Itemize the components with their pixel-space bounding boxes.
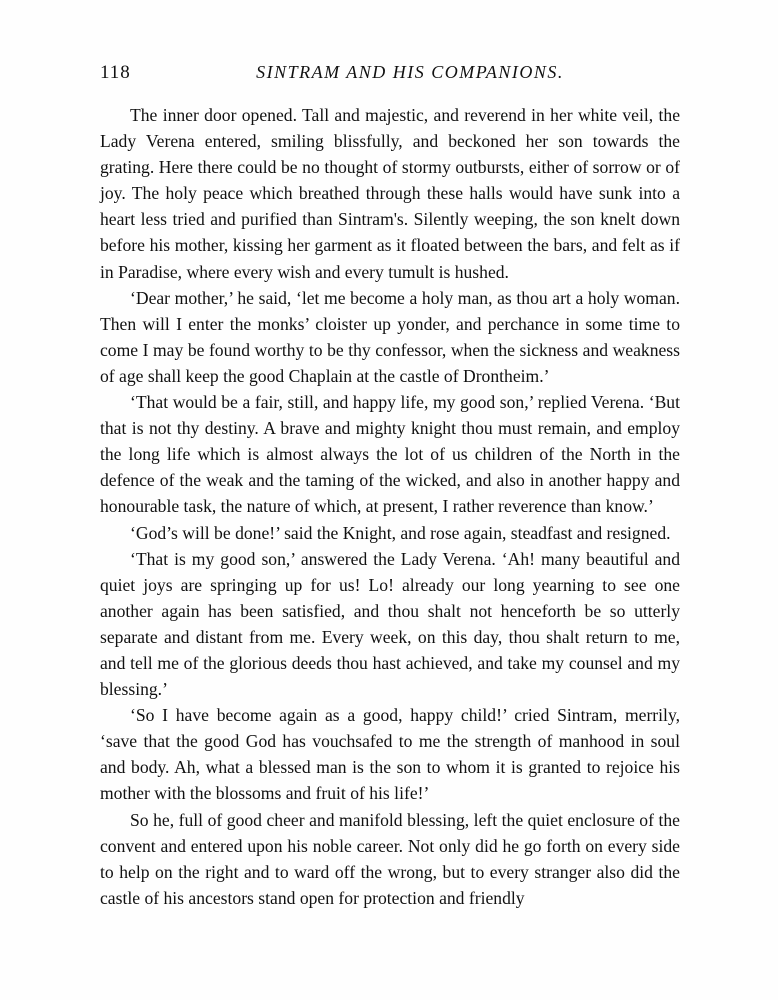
running-head — [100, 62, 680, 88]
paragraph-happy-child: ‘So I have become again as a good, happy child!’ cried Sintram, merrily, ‘save that the good God has vouchsafed to me the strength of manhood in soul and body. Ah, what a blessed man is the son to whom it is granted to rejoice his mother with the blossoms and fruit of his life!’ — [100, 705, 680, 804]
page-number: 118 — [100, 62, 131, 83]
body-text — [100, 102, 680, 911]
paragraph-good-son: ‘That is my good son,’ answered the Lady Verena. ‘Ah! many beautiful and quiet joys are springing up for us! Lo! already our long yearning to see one another again has been satisfied, and thou shalt not henceforth be so utterly separate and distant from me. Every week, on this day, thou shalt return to me, and tell me of the glorious deeds thou hast achieved, and take my counsel and my blessing.’ — [100, 548, 680, 700]
paragraph-verena-enters: The inner door opened. Tall and majestic, and reverend in her white veil, the Lady Verena entered, smiling blissfully, and beckoned her son towards the grating. Here there could be no thought of stormy outbursts, either of sorrow or of joy. The holy peace which breathed through these halls would have sunk into a heart less tried and purified than Sintram's. Silently weeping, the son knelt down before his mother, kissing her garment as it floated between the bars, and felt as if in Paradise, where every wish and every tumult is hushed. — [100, 105, 680, 282]
paragraph-sintram-request: ‘Dear mother,’ he said, ‘let me become a holy man, as thou art a holy woman. Then will I enter the monks’ cloister up yonder, and perchance in some time to come I may be found worthy to be thy confessor, when the sickness and weakness of age shall keep the good Chaplain at the castle of Drontheim.’ — [100, 287, 680, 386]
paragraph-verena-reply: ‘That would be a fair, still, and happy life, my good son,’ replied Verena. ‘But that is not thy destiny. A brave and mighty knight thou must remain, and employ the long life which is almost always the lot of us children of the North in the defence of the weak and the taming of the wicked, and also in another happy and honourable task, the nature of which, at present, I rather reverence than know.’ — [100, 392, 680, 517]
running-title: SINTRAM AND HIS COMPANIONS. — [256, 62, 564, 82]
paragraph-gods-will: ‘God’s will be done!’ said the Knight, and rose again, steadfast and resigned. — [130, 522, 671, 543]
paragraph-noble-career: So he, full of good cheer and manifold blessing, left the quiet enclosure of the convent and entered upon his noble career. Not only did he go forth on every side to help on the right and to ward off the wrong, but to every stranger also did the castle of his ancestors stand open for protection and friendly — [100, 809, 680, 908]
